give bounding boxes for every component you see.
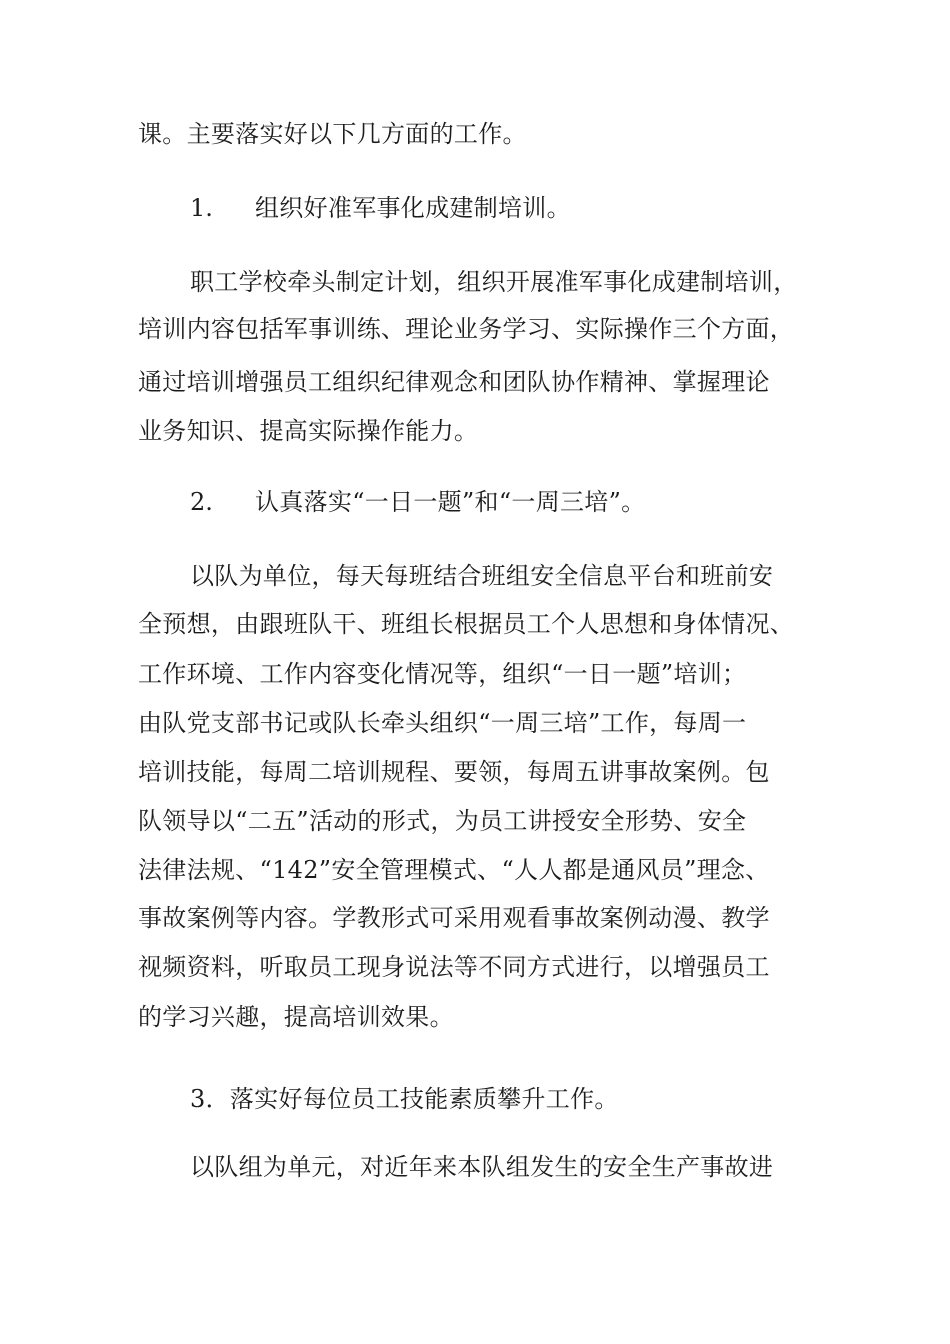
section2-number: 2.	[190, 488, 213, 516]
section2-paragraph-line: 的学习兴趣，提高培训效果。	[138, 1003, 454, 1031]
section2-title: 认真落实“一日一题”和“一周三培”。	[255, 488, 646, 516]
section2-paragraph-line: 队领导以“二五”活动的形式，为员工讲授安全形势、安全	[138, 807, 747, 835]
section2-paragraph-line: 全预想，由跟班队干、班组长根据员工个人思想和身体情况、	[138, 610, 795, 638]
section3-paragraph-line: 以队组为单元，对近年来本队组发生的安全生产事故进	[190, 1153, 774, 1181]
section1-number: 1.	[190, 194, 213, 222]
intro-line: 课。主要落实好以下几方面的工作。	[138, 120, 527, 148]
section1-title: 组织好准军事化成建制培训。	[255, 194, 571, 222]
section2-paragraph-line: 由队党支部书记或队长牵头组织“一周三培”工作，每周一	[138, 709, 747, 737]
section3-title: 3．落实好每位员工技能素质攀升工作。	[190, 1085, 619, 1113]
section2-paragraph-line: 事故案例等内容。学教形式可采用观看事故案例动漫、教学	[138, 904, 770, 932]
section2-paragraph-line: 以队为单位，每天每班结合班组安全信息平台和班前安	[190, 562, 774, 590]
section1-paragraph-line: 培训内容包括军事训练、理论业务学习、实际操作三个方面，	[138, 315, 795, 343]
section1-paragraph-line: 业务知识、提高实际操作能力。	[138, 417, 479, 445]
section2-paragraph-line: 视频资料，听取员工现身说法等不同方式进行，以增强员工	[138, 953, 770, 981]
section2-paragraph-line: 法律法规、“142”安全管理模式、“人人都是通风员”理念、	[138, 856, 770, 884]
section2-paragraph-line: 工作环境、工作内容变化情况等，组织“一日一题”培训；	[138, 660, 747, 688]
section2-paragraph-line: 培训技能，每周二培训规程、要领，每周五讲事故案例。包	[138, 758, 770, 786]
section1-paragraph-line: 通过培训增强员工组织纪律观念和团队协作精神、掌握理论	[138, 368, 770, 396]
section1-paragraph-line: 职工学校牵头制定计划，组织开展准军事化成建制培训，	[190, 268, 798, 296]
